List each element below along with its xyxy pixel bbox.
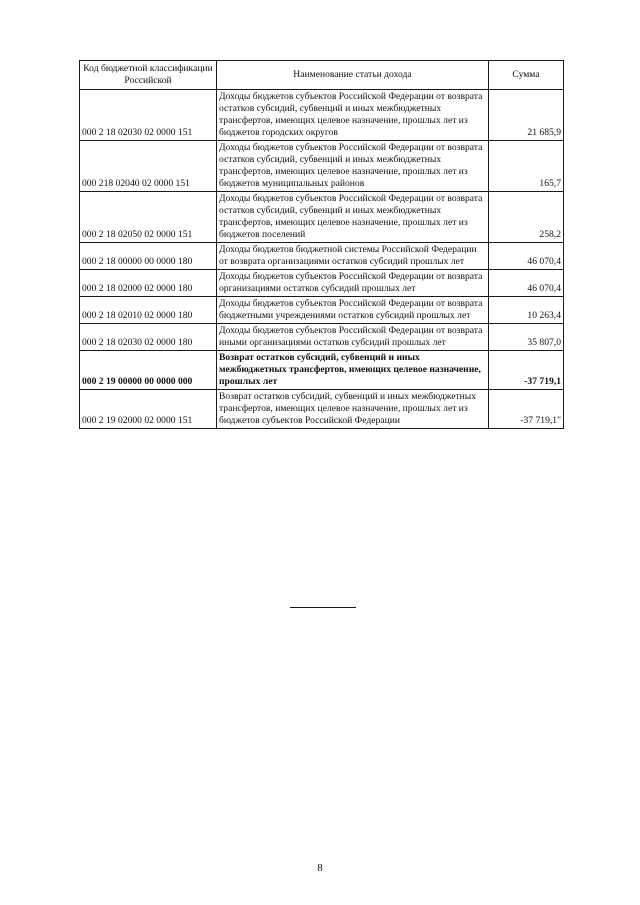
name-cell: Возврат остатков субсидий, субвенций и иных межбюджетных трансфертов, имеющих целевое назначение, прошлых лет bbox=[217, 351, 489, 390]
sum-cell: 46 070,4 bbox=[489, 243, 564, 270]
code-cell: 000 2 18 02010 02 0000 180 bbox=[80, 297, 217, 324]
name-cell: Доходы бюджетов субъектов Российской Федерации от возврата бюджетными учреждениями остатков субсидий прошлых лет bbox=[217, 297, 489, 324]
code-cell: 000 2 18 02030 02 0000 180 bbox=[80, 324, 217, 351]
page-number: 8 bbox=[317, 862, 323, 874]
table-row bbox=[80, 141, 564, 192]
table-row bbox=[80, 192, 564, 243]
name-cell: Возврат остатков субсидий, субвенций и иных межбюджетных трансфертов, имеющих целевое назначение, прошлых лет из бюджетов субъектов Российской Федерации bbox=[217, 390, 489, 429]
table-row bbox=[80, 243, 564, 270]
sum-cell: 258,2 bbox=[489, 192, 564, 243]
sum-cell: 35 807,0 bbox=[489, 324, 564, 351]
table-row bbox=[80, 390, 564, 429]
code-cell: 000 2 18 02050 02 0000 151 bbox=[80, 192, 217, 243]
revenue-table bbox=[79, 60, 564, 429]
table-row bbox=[80, 90, 564, 141]
name-cell: Доходы бюджетов субъектов Российской Федерации от возврата остатков субсидий, субвенций и иных межбюджетных трансфертов, имеющих целевое назначение, прошлых лет из бюджетов поселений bbox=[217, 192, 489, 243]
table-row bbox=[80, 351, 564, 390]
sum-cell: 165,7 bbox=[489, 141, 564, 192]
name-cell: Доходы бюджетов субъектов Российской Федерации от возврата иными организациями остатков субсидий прошлых лет bbox=[217, 324, 489, 351]
code-cell: 000 218 02040 02 0000 151 bbox=[80, 141, 217, 192]
code-cell: 000 2 18 02000 02 0000 180 bbox=[80, 270, 217, 297]
code-cell: 000 2 19 00000 00 0000 000 bbox=[80, 351, 217, 390]
name-cell: Доходы бюджетов субъектов Российской Федерации от возврата остатков субсидий, субвенций и иных межбюджетных трансфертов, имеющих целевое назначение, прошлых лет из бюджетов городских округов bbox=[217, 90, 489, 141]
table-row bbox=[80, 270, 564, 297]
header-code: Код бюджетной классификации Российской bbox=[80, 61, 217, 90]
sum-cell: 10 263,4 bbox=[489, 297, 564, 324]
code-cell: 000 2 19 02000 02 0000 151 bbox=[80, 390, 217, 429]
sum-cell: -37 719,1" bbox=[489, 390, 564, 429]
code-cell: 000 2 18 00000 00 0000 180 bbox=[80, 243, 217, 270]
name-cell: Доходы бюджетов бюджетной системы Российской Федерации от возврата организациями остатков субсидий прошлых лет bbox=[217, 243, 489, 270]
table-row bbox=[80, 324, 564, 351]
sum-cell: -37 719,1 bbox=[489, 351, 564, 390]
table-row bbox=[80, 297, 564, 324]
table-body bbox=[80, 90, 564, 429]
name-cell: Доходы бюджетов субъектов Российской Федерации от возврата организациями остатков субсидий прошлых лет bbox=[217, 270, 489, 297]
name-cell: Доходы бюджетов субъектов Российской Федерации от возврата остатков субсидий, субвенций и иных межбюджетных трансфертов, имеющих целевое назначение, прошлых лет из бюджетов муниципальных районов bbox=[217, 141, 489, 192]
footer-separator-line bbox=[290, 607, 356, 608]
sum-cell: 21 685,9 bbox=[489, 90, 564, 141]
sum-cell: 46 070,4 bbox=[489, 270, 564, 297]
header-name: Наименование статьи дохода bbox=[217, 61, 489, 90]
table-header-row bbox=[80, 61, 564, 90]
header-sum: Сумма bbox=[489, 61, 564, 90]
code-cell: 000 2 18 02030 02 0000 151 bbox=[80, 90, 217, 141]
